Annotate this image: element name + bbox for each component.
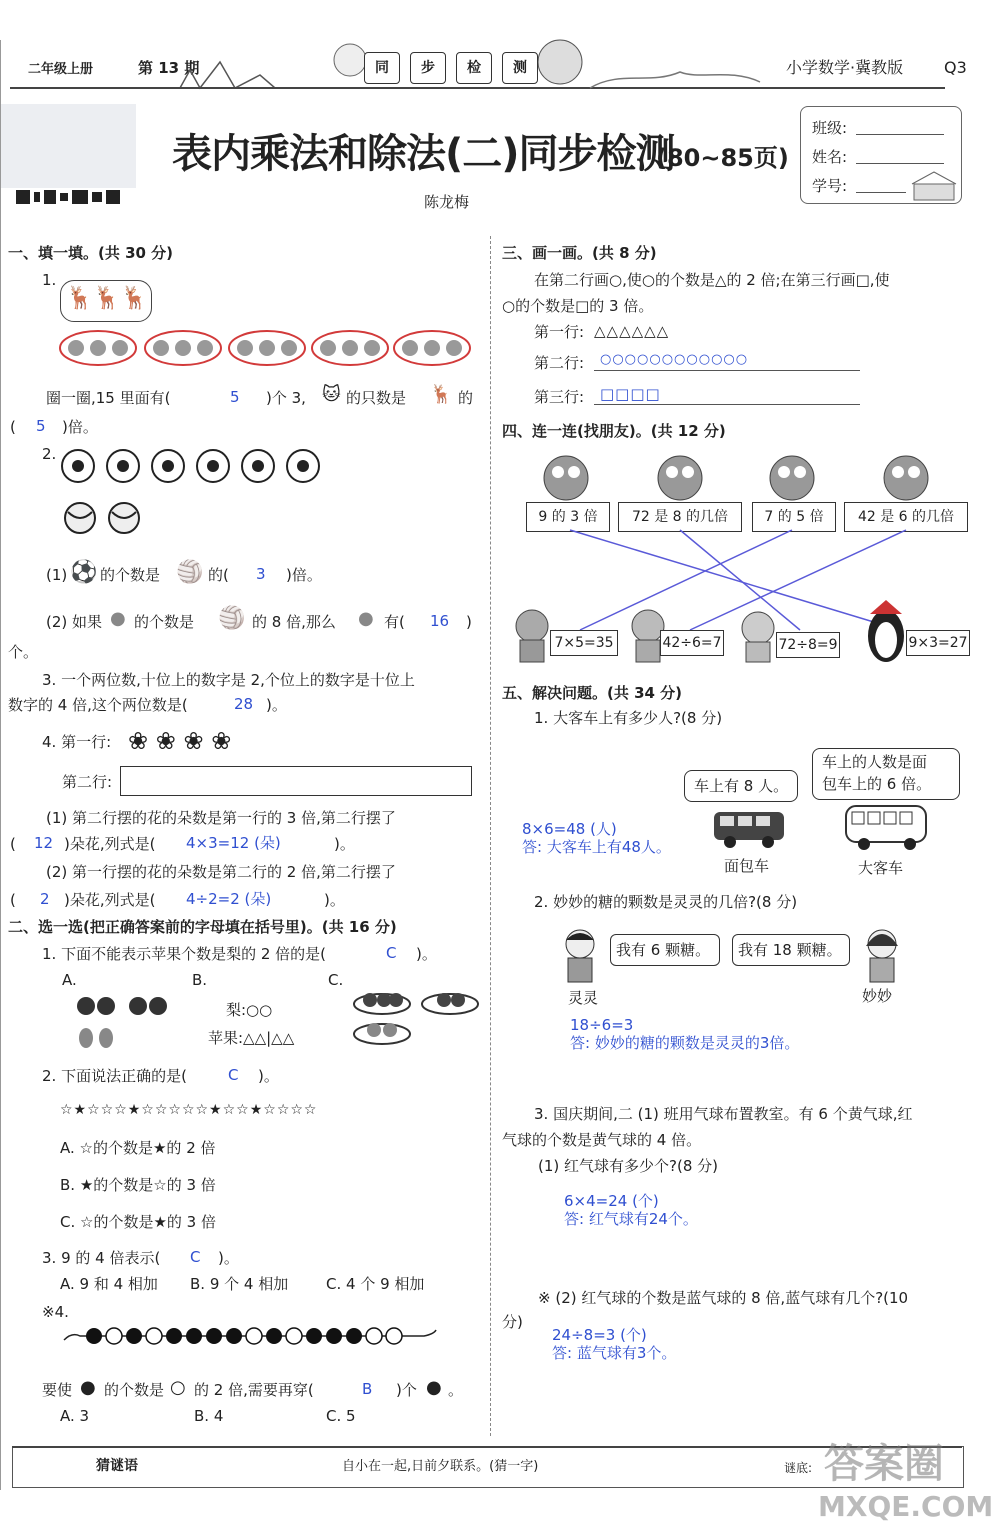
section-3-heading: 三、画一画。(共 8 分): [502, 244, 657, 262]
s5-q3-line-1: 3. 国庆期间,二 (1) 班用气球布置教室。有 6 个黄气球,红: [534, 1105, 913, 1123]
watermark-logo: 答案圈: [824, 1441, 944, 1487]
match-bottom-3[interactable]: 72÷8=9: [776, 632, 840, 658]
q2-1-text-b: 的个数是: [100, 566, 161, 584]
row2-drawing-box[interactable]: [120, 766, 472, 796]
plate-icon: [422, 993, 478, 1014]
s2-q1-text: 1. 下面不能表示苹果个数是梨的 2 倍的是(: [42, 945, 327, 963]
cat-icon: 🐱: [322, 384, 341, 405]
s2-q2-text: 2. 下面说法正确的是(: [42, 1067, 187, 1085]
q2-1-text-d: )倍。: [286, 566, 322, 584]
q1-text-f: )倍。: [62, 418, 98, 436]
q4-2-text-b: )朵花,列式是(: [64, 891, 156, 909]
q1-text-d: 的: [458, 389, 474, 407]
name-label: 姓名:: [812, 148, 848, 166]
soccer-ball-icon: [287, 450, 319, 482]
left-margin-rule: [0, 40, 1, 1490]
s2-q2-text-end: )。: [258, 1067, 279, 1085]
bus-icon: [846, 806, 926, 850]
s5-q3-2-answer-1: 24÷8=3 (个): [552, 1326, 647, 1344]
s3-row1-triangles: △△△△△△: [594, 322, 670, 340]
q4-row1-label: 4. 第一行:: [42, 733, 112, 751]
q1-answer-2: 5: [36, 417, 46, 435]
s2-q4-option-c: C. 5: [326, 1407, 356, 1425]
q4-1-formula: 4×3=12 (朵): [186, 834, 281, 852]
s3-row1-label: 第一行:: [534, 323, 585, 341]
cat-group-4: [312, 331, 388, 365]
q1-text-a: 圈一圈,15 里面有(: [46, 389, 171, 407]
volleyball-icon: [109, 503, 139, 533]
s3-row2-label: 第二行:: [534, 354, 585, 372]
cat-icon: [742, 612, 774, 662]
match-top-4[interactable]: 42 是 6 的几倍: [844, 502, 968, 532]
van-icon: [714, 812, 784, 848]
black-bead-icon: [206, 1328, 222, 1344]
black-bead-icon: [126, 1328, 142, 1344]
s2-q3-option-c: C. 4 个 9 相加: [326, 1275, 425, 1293]
s2-q2-option-b: B. ★的个数是☆的 3 倍: [60, 1176, 216, 1194]
q2-2-text-d: 有(: [384, 613, 405, 631]
q1-answer-1: 5: [230, 388, 240, 406]
id-label: 学号:: [812, 177, 848, 195]
s3-row2-line: [594, 370, 860, 371]
bus-label: 大客车: [858, 859, 904, 877]
s2-q2-answer: C: [228, 1066, 239, 1084]
soccer-ball-icon: [107, 450, 139, 482]
q3-answer: 28: [234, 695, 254, 713]
banner-char-4: 测: [502, 52, 538, 84]
name-field[interactable]: [856, 163, 944, 164]
section-4-heading: 四、连一连(找朋友)。(共 12 分): [502, 422, 726, 440]
s2-q4-text-d: )个: [396, 1381, 417, 1399]
s5-q3-line-2: 气球的个数是黄气球的 4 倍。: [502, 1131, 702, 1149]
black-bead-icon-inline: ●: [80, 1377, 96, 1398]
bubble-bus-line-2: 包车上的 6 倍。: [822, 775, 932, 793]
plate-icon: [354, 1023, 410, 1044]
issue-label: 第 13 期: [138, 59, 200, 77]
q4-1-answer: 12: [34, 834, 54, 852]
q4-2-text-c: )。: [324, 891, 345, 909]
apple-icon: [77, 997, 167, 1015]
pear-icon: [79, 1028, 113, 1048]
volleyballs: [64, 500, 154, 540]
s2-q1-text-end: )。: [416, 945, 437, 963]
footer-divider: [12, 1446, 962, 1448]
penguin-icon: [868, 600, 904, 662]
header-grass: [590, 72, 760, 88]
cat-group-5: [394, 331, 470, 365]
q4-2-paren: (: [10, 891, 16, 909]
match-top-1[interactable]: 9 的 3 倍: [526, 502, 610, 532]
bubble-miaomiao-text: 我有 18 颗糖。: [738, 941, 842, 959]
q2-1-answer: 3: [256, 565, 266, 583]
s5-q1-answer-1: 8×6=48 (人): [522, 820, 617, 838]
match-top-3[interactable]: 7 的 5 倍: [752, 502, 836, 532]
qr-placeholder: [0, 104, 136, 188]
volleyball-icon-inline: 🏐: [176, 560, 204, 585]
s2-q3-answer: C: [190, 1248, 201, 1266]
s2-q4-text-e: 。: [448, 1381, 464, 1399]
qr-code-icon: [16, 190, 136, 210]
s5-q3-1-answer-1: 6×4=24 (个): [564, 1192, 659, 1210]
q1-text-b: )个 3,: [266, 389, 306, 407]
soccer-ball-icon: [62, 450, 94, 482]
column-divider: [490, 236, 491, 1436]
q3-line-2: 数字的 4 倍,这个两位数是(: [8, 696, 188, 714]
q2-1-label: (1): [46, 566, 68, 584]
section-5-heading: 五、解决问题。(共 34 分): [502, 684, 683, 702]
class-label: 班级:: [812, 119, 848, 137]
option-c-label: C.: [328, 971, 344, 989]
q1-number: 1.: [42, 271, 57, 289]
q2-number: 2.: [42, 445, 57, 463]
bubble-lingling-text: 我有 6 颗糖。: [616, 941, 711, 959]
soccer-ball-icon-inline: ⚽: [70, 560, 98, 585]
star-row: ☆★☆☆☆★☆☆☆☆☆★☆☆★☆☆☆☆: [60, 1102, 318, 1118]
banner-char-3: 检: [456, 52, 492, 84]
s5-q3-part-1: (1) 红气球有多少个?(8 分): [538, 1157, 718, 1175]
q2-2-label: (2) 如果: [46, 613, 103, 631]
page-code: Q3: [944, 58, 967, 77]
subject-label: 小学数学·冀教版: [786, 58, 904, 77]
s2-q4-option-a: A. 3: [60, 1407, 90, 1425]
id-field[interactable]: [856, 192, 906, 193]
option-c-picture: [352, 990, 482, 1050]
bear-icon: [516, 610, 548, 662]
owl-icon: [658, 456, 702, 500]
bubble-van-text: 车上有 8 人。: [694, 777, 789, 795]
black-bead-icon: [166, 1328, 182, 1344]
gray-ball-icon-2: ●: [358, 608, 374, 629]
riddle-answer-label: 谜底:: [784, 1461, 813, 1475]
s5-q1-text: 1. 大客车上有多少人?(8 分): [534, 709, 723, 727]
black-bead-icon: [326, 1328, 342, 1344]
white-bead-icon: [146, 1328, 162, 1344]
s3-instruction-2: ○的个数是□的 3 倍。: [502, 297, 654, 315]
q4-1-text-c: )。: [334, 835, 355, 853]
match-top-2[interactable]: 72 是 8 的几倍: [618, 502, 742, 532]
class-field[interactable]: [856, 134, 944, 135]
deer-icon: 🦌🦌🦌: [66, 286, 149, 311]
s3-instruction-1: 在第二行画○,使○的个数是△的 2 倍;在第三行画□,使: [534, 271, 890, 289]
name-miaomiao: 妙妙: [862, 987, 893, 1005]
header-skyline: [10, 62, 330, 88]
s2-q2-option-a: A. ☆的个数是★的 2 倍: [60, 1139, 216, 1157]
option-b-pears: 梨:○○: [226, 1001, 273, 1019]
s3-row2-circles: ○○○○○○○○○○○○: [600, 352, 749, 367]
q4-1-text-b: )朵花,列式是(: [64, 835, 156, 853]
s5-q2-answer-2: 答: 妙妙的糖的颗数是灵灵的3倍。: [570, 1034, 800, 1052]
s2-q4-option-b: B. 4: [194, 1407, 224, 1425]
option-a-picture: [76, 994, 186, 1054]
owl-icon: [770, 456, 814, 500]
q2-2-text-c: 的 8 倍,那么: [252, 613, 336, 631]
option-a-label: A.: [62, 971, 77, 989]
match-bottom-2[interactable]: 42÷6=7: [660, 630, 724, 656]
s5-q3-1-answer-2: 答: 红气球有24个。: [564, 1210, 698, 1228]
option-b-apples: 苹果:△△|△△: [208, 1029, 295, 1047]
s2-q4-text-c: 的 2 倍,需要再穿(: [194, 1381, 314, 1399]
cat-group-1: [60, 331, 136, 365]
q1-text-e: (: [10, 418, 16, 436]
match-bottom-4[interactable]: 9×3=27: [906, 630, 970, 656]
q2-2-answer: 16: [430, 612, 450, 630]
s2-q3-option-a: A. 9 和 4 相加: [60, 1275, 158, 1293]
riddle-label: 猜谜语: [96, 1458, 138, 1474]
q2-1-text-c: 的(: [208, 566, 229, 584]
black-bead-icon: [346, 1328, 362, 1344]
s3-row3-squares: □□□□: [600, 385, 661, 403]
s2-q4-text-b: 的个数是: [104, 1381, 165, 1399]
s3-row3-line: [594, 404, 860, 405]
black-bead-icon: [186, 1328, 202, 1344]
q4-1-paren: (: [10, 835, 16, 853]
grade-label: 二年级上册: [28, 62, 94, 77]
van-label: 面包车: [724, 857, 770, 875]
white-bead-icon: [246, 1328, 262, 1344]
banner-char-2: 步: [410, 52, 446, 84]
page-range: (80~85页): [656, 144, 789, 172]
q2-2-text-f: 个。: [8, 643, 39, 661]
gray-ball-icon: ●: [110, 608, 126, 629]
bead-string: [64, 1322, 444, 1352]
soccer-ball-icon: [242, 450, 274, 482]
q3-line-1: 3. 一个两位数,十位上的数字是 2,个位上的数字是十位上: [42, 671, 415, 689]
s2-q4-answer: B: [362, 1380, 373, 1398]
q1-text-c: 的只数是: [346, 389, 407, 407]
section-2-heading: 二、选一选(把正确答案前的字母填在括号里)。(共 16 分): [8, 918, 397, 936]
soccer-ball-icon: [152, 450, 184, 482]
soccer-ball-icon: [197, 450, 229, 482]
s2-q3-text: 3. 9 的 4 倍表示(: [42, 1249, 161, 1267]
q2-2-text-b: 的个数是: [134, 613, 195, 631]
riddle-text: 自小在一起,日前夕联系。(猜一字): [342, 1459, 539, 1474]
soccer-balls: [60, 448, 320, 488]
author: 陈龙梅: [424, 193, 470, 211]
cat-groups: [56, 326, 476, 376]
black-bead-icon-inline-2: ●: [426, 1377, 442, 1398]
q2-2-text-e: ): [466, 613, 472, 631]
s5-q2-text: 2. 妙妙的糖的颗数是灵灵的几倍?(8 分): [534, 893, 798, 911]
q4-2-line-1: (2) 第一行摆的花的朵数是第二行的 2 倍,第二行摆了: [46, 863, 396, 881]
s5-q3-part-2-line-1: ※ (2) 红气球的个数是蓝气球的 8 倍,蓝气球有几个?(10: [538, 1289, 909, 1307]
boy-icon: [566, 930, 594, 982]
q4-2-formula: 4÷2=2 (朵): [186, 890, 272, 908]
plate-icon: [354, 993, 410, 1014]
black-bead-icon: [306, 1328, 322, 1344]
q3-line-2-end: )。: [266, 696, 287, 714]
s2-q1-answer: C: [386, 944, 397, 962]
volleyball-icon-inline-2: 🏐: [218, 606, 246, 631]
black-bead-icon: [266, 1328, 282, 1344]
white-bead-icon: [106, 1328, 122, 1344]
s5-q1-answer-2: 答: 大客车上有48人。: [522, 838, 671, 856]
q4-1-line-1: (1) 第二行摆的花的朵数是第一行的 3 倍,第二行摆了: [46, 809, 396, 827]
s2-q3-option-b: B. 9 个 4 相加: [190, 1275, 289, 1293]
deer-icon-small: 🦌: [430, 384, 453, 405]
q4-row2-label: 第二行:: [62, 773, 113, 791]
s2-q4-text-a: 要使: [42, 1381, 73, 1399]
owl-row: [500, 452, 960, 502]
lion-mascot-icon: [538, 40, 582, 84]
watermark-site: MXQE.COM: [818, 1490, 994, 1523]
s5-q3-part-2-line-2: 分): [502, 1313, 523, 1331]
vehicles: [710, 800, 950, 860]
mascot-head-icon: [334, 44, 366, 76]
bubble-bus-line-1: 车上的人数是面: [822, 753, 928, 771]
s5-q3-2-answer-2: 答: 蓝气球有3个。: [552, 1344, 677, 1362]
option-b-label: B.: [192, 971, 208, 989]
s5-q2-answer-1: 18÷6=3: [570, 1016, 634, 1034]
cat-group-2: [145, 331, 221, 365]
white-bead-icon: [286, 1328, 302, 1344]
owl-icon: [544, 456, 588, 500]
s2-q2-option-c: C. ☆的个数是★的 3 倍: [60, 1213, 216, 1231]
s2-q3-text-end: )。: [218, 1249, 239, 1267]
flower-icons: ❀ ❀ ❀ ❀: [128, 727, 232, 755]
match-bottom-1[interactable]: 7×5=35: [550, 630, 618, 656]
page-title: 表内乘法和除法(二)同步检测: [172, 131, 675, 177]
cat-group-3: [229, 331, 305, 365]
black-bead-icon: [86, 1328, 102, 1344]
header-decoration: [0, 0, 1000, 100]
white-bead-icon: [366, 1328, 382, 1344]
section-1-heading: 一、填一填。(共 30 分): [8, 244, 174, 262]
s3-row3-label: 第三行:: [534, 388, 585, 406]
white-bead-icon-inline: ○: [170, 1377, 186, 1398]
volleyball-icon: [65, 503, 95, 533]
black-bead-icon: [226, 1328, 242, 1344]
banner-char-1: 同: [364, 52, 400, 84]
name-lingling: 灵灵: [568, 989, 599, 1007]
house-icon: [910, 172, 960, 202]
owl-icon: [884, 456, 928, 500]
white-bead-icon: [386, 1328, 402, 1344]
s2-q4-number: ※4.: [42, 1303, 69, 1321]
q4-2-answer: 2: [40, 890, 50, 908]
girl-icon: [866, 930, 898, 982]
